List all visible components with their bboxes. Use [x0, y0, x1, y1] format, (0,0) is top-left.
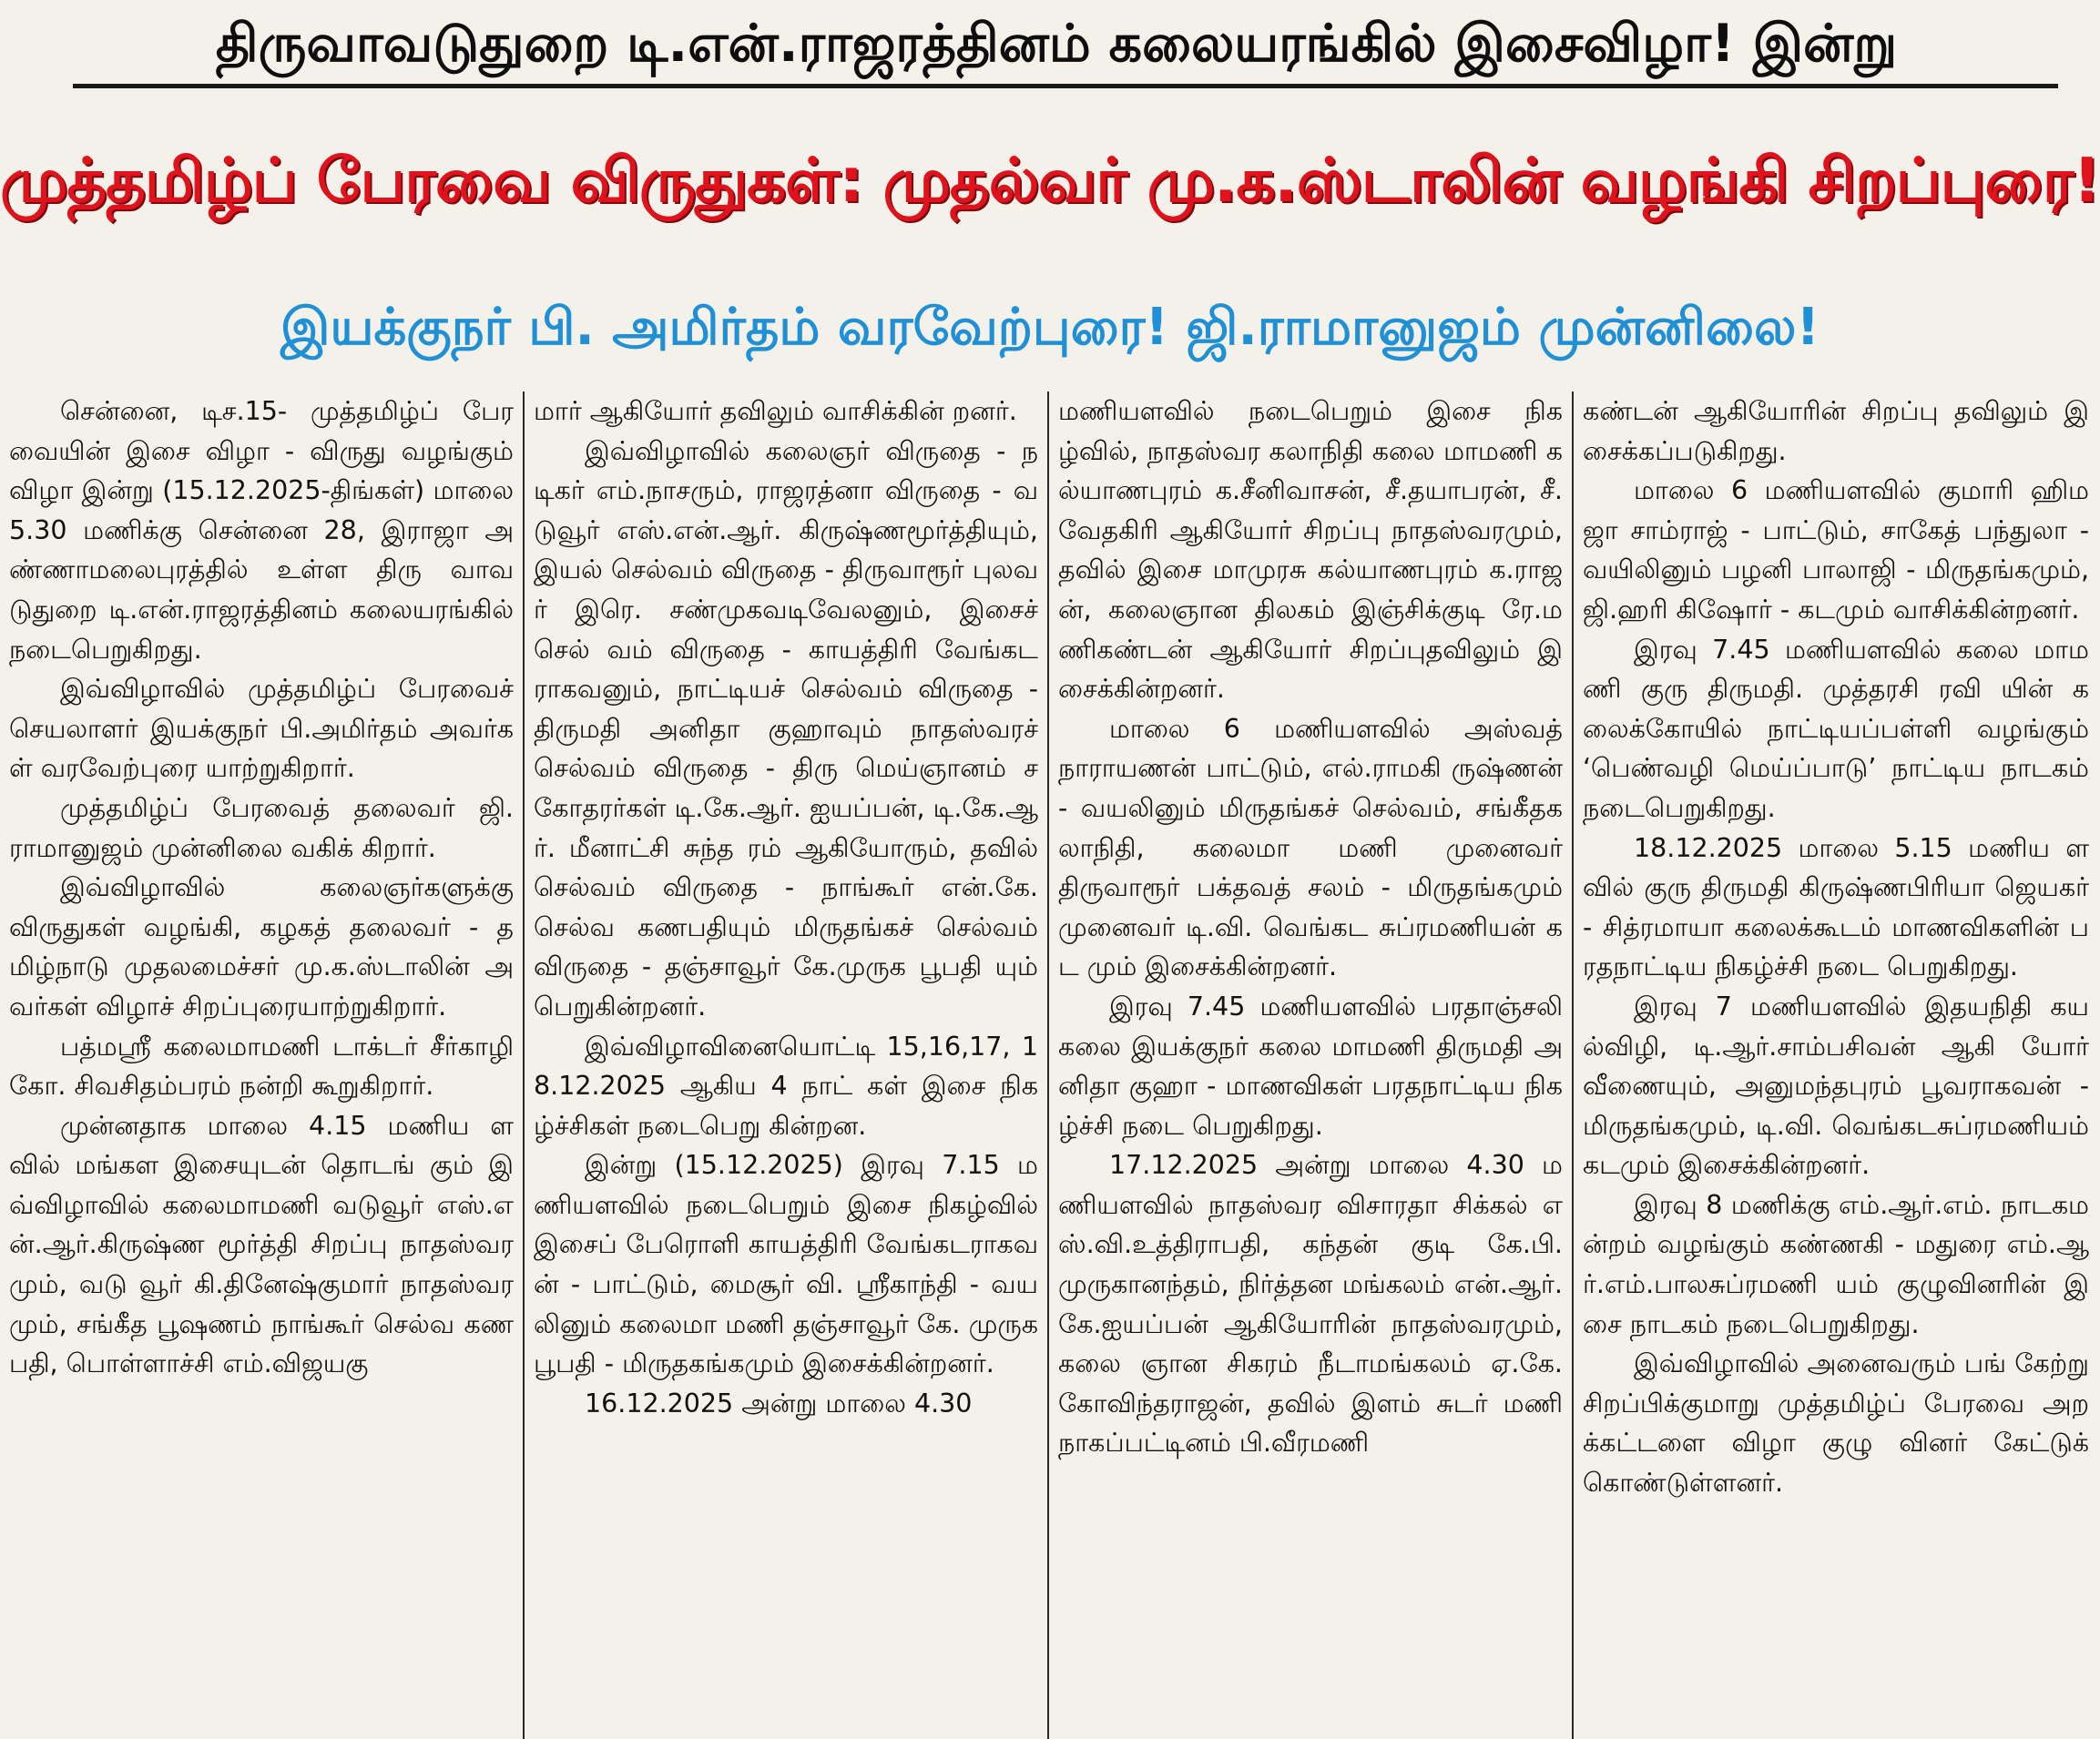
article-paragraph: கண்டன் ஆகியோரின் சிறப்பு தவிலும் இசைக்கப்படுகிறது. [1583, 396, 2089, 466]
article-paragraph: 16.12.2025 அன்று மாலை 4.30 [585, 1388, 973, 1419]
article-paragraph: மாலை 6 மணியளவில் அஸ்வத் நாராயணன் பாட்டும், எல்.ராமகி ருஷ்ணன் - வயலினும் மிருதங்கச் செல்வம், சங்கீதகலாநிதி, கலைமா மணி முனைவர் திருவாரூர் பக்தவத் சலம் - மிருதங்கமும் முனைவர் டி.வி. வெங்கட சுப்ரமணியன் கட மும் இசைக்கின்றனர். [1058, 713, 1563, 982]
kicker-underline [73, 84, 2058, 88]
sub-headline: இயக்குநர் பி. அமிர்தம் வரவேற்புரை! ஜி.ராமானுஜம் முன்னிலை! [280, 298, 1820, 357]
article-paragraph: இரவு 8 மணிக்கு எம்.ஆர்.எம். நாடகமன்றம் வழங்கும் கண்ணகி - மதுரை எம்.ஆர்.எம்.பாலசுப்ரமணி யம் குழுவினரின் இசை நாடகம் நடைபெறுகிறது. [1583, 1189, 2089, 1339]
article-column-1 [0, 392, 525, 1739]
article-paragraph: முன்னதாக மாலை 4.15 மணிய ளவில் மங்கள இசையுடன் தொடங் கும் இவ்விழாவில் கலைமாமணி வடுவூர் எஸ்.என்.ஆர்.கிருஷ்ண மூர்த்தி சிறப்பு நாதஸ்வரமும், வடு வூர் கி.தினேஷ்குமார் நாதஸ்வரமும், சங்கீத பூஷணம் நாங்கூர் செல்வ கணபதி, பொள்ளாச்சி எம்.விஜயகு [9, 1110, 514, 1379]
article-paragraph: இவ்விழாவில் அனைவரும் பங் கேற்று சிறப்பிக்குமாறு முத்தமிழ்ப் பேரவை அறக்கட்டளை விழா குழு வினர் கேட்டுக் கொண்டுள்ளனர். [1583, 1348, 2089, 1499]
article-paragraph: இவ்விழாவினையொட்டி 15,16,17, 18.12.2025 ஆகிய 4 நாட் கள் இசை நிகழ்ச்சிகள் நடைபெறு கின்றன. [534, 1031, 1038, 1141]
article-paragraph: பத்மஸ்ரீ கலைமாமணி டாக்டர் சீர்காழி கோ. சிவசிதம்பரம் நன்றி கூறுகிறார். [9, 1031, 514, 1102]
article-paragraph: 18.12.2025 மாலை 5.15 மணிய ளவில் குரு திருமதி கிருஷ்ணபிரியா ஜெயகர் - சித்ரமாயா கலைக்கூடம் மாணவிகளின் பரதநாட்டிய நிகழ்ச்சி நடை பெறுகிறது. [1583, 832, 2089, 982]
article-paragraph: இவ்விழாவில் கலைஞர் விருதை - நடிகர் எம்.நாசரும், ராஜரத்னா விருதை - வடுவூர் எஸ்.என்.ஆர். கிருஷ்ணமூர்த்தியும், இயல் செல்வம் விருதை - திருவாரூர் புலவர் இரெ. சண்முகவடிவேலனும், இசைச் செல் வம் விருதை - காயத்திரி வேங்கட ராகவனும், நாட்டியச் செல்வம் விருதை - திருமதி அனிதா குஹாவும் நாதஸ்வரச் செல்வம் விருதை - திரு மெய்ஞானம் சகோதரர்கள் டி.கே.ஆர். ஐயப்பன், டி.கே.ஆர். மீனாட்சி சுந்த ரம் ஆகியோரும், தவில் செல்வம் விருதை - நாங்கூர் என்.கே. செல்வ கணபதியும் மிருதங்கச் செல்வம் விருதை - தஞ்சாவூர் கே.முருக பூபதி யும் பெறுகின்றனர். [534, 435, 1038, 1022]
article-body [0, 392, 2100, 1739]
article-paragraph: சென்னை, டிச.15- முத்தமிழ்ப் பேரவையின் இசை விழா - விருது வழங்கும் விழா இன்று (15.12.2025-திங்கள்) மாலை 5.30 மணிக்கு சென்னை 28, இராஜா அண்ணாமலைபுரத்தில் உள்ள திரு வாவடுதுறை டி.என்.ராஜரத்தினம் கலையரங்கில் நடைபெறுகிறது. [9, 396, 514, 665]
article-column-2 [525, 392, 1049, 1739]
article-paragraph: மார் ஆகியோர் தவிலும் வாசிக்கின் றனர். [534, 396, 1017, 426]
article-column-4 [1574, 392, 2098, 1739]
article-column-3 [1049, 392, 1574, 1739]
article-paragraph: 17.12.2025 அன்று மாலை 4.30 மணியளவில் நாதஸ்வர விசாரதா சிக்கல் எஸ்.வி.உத்திராபதி, கந்தன் குடி கே.பி. முருகானந்தம், நிர்த்தன மங்கலம் என்.ஆர்.கே.ஐயப்பன் ஆகியோரின் நாதஸ்வரமும், கலை ஞான சிகரம் நீடாமங்கலம் ஏ.கே. கோவிந்தராஜன், தவில் இளம் சுடர் மணி நாகப்பட்டினம் பி.வீரமணி [1058, 1150, 1563, 1459]
article-paragraph: மாலை 6 மணியளவில் குமாரி ஹிமஜா சாம்ராஜ் - பாட்டும், சாகேத் பந்துலா - வயிலினும் பழனி பாலாஜி - மிருதங்கமும், ஜி.ஹரி கிஷோர் - கடமும் வாசிக்கின்றனர். [1583, 475, 2089, 625]
kicker-headline: திருவாவடுதுறை டி.என்.ராஜரத்தினம் கலையரங்கில் இசைவிழா! இன்று [215, 14, 1898, 74]
article-paragraph: இரவு 7.45 மணியளவில் பரதாஞ்சலி கலை இயக்குநர் கலை மாமணி திருமதி அனிதா குஹா - மாணவிகள் பரதநாட்டிய நிகழ்ச்சி நடை பெறுகிறது. [1058, 991, 1563, 1141]
article-paragraph: இரவு 7.45 மணியளவில் கலை மாமணி குரு திருமதி. முத்தரசி ரவி யின் கலைக்கோயில் நாட்டியப்பள்ளி வழங்கும் ‘பெண்வழி மெய்ப்பாடு’ நாட்டிய நாடகம் நடைபெறுகிறது. [1583, 634, 2089, 823]
article-paragraph: இன்று (15.12.2025) இரவு 7.15 மணியளவில் நடைபெறும் இசை நிகழ்வில் இசைப் பேரொளி காயத்திரி வேங்கடராகவன் - பாட்டும், மைசூர் வி. ஸ்ரீகாந்தி - வயலினும் கலைமா மணி தஞ்சாவூர் கே. முருகபூபதி - மிருதகங்கமும் இசைக்கின்றனர். [534, 1150, 1038, 1379]
article-paragraph: முத்தமிழ்ப் பேரவைத் தலைவர் ஜி.ராமானுஜம் முன்னிலை வகிக் கிறார். [9, 792, 514, 863]
article-paragraph: இரவு 7 மணியளவில் இதயநிதி கயல்விழி, டி.ஆர்.சாம்பசிவன் ஆகி யோர் வீணையும், அனுமந்தபுரம் பூவராகவன் - மிருதங்கமும், டி.வி. வெங்கடசுப்ரமணியம் கடமும் இசைக்கின்றனர். [1583, 991, 2089, 1181]
article-paragraph: இவ்விழாவில் கலைஞர்களுக்கு விருதுகள் வழங்கி, கழகத் தலைவர் - தமிழ்நாடு முதலமைச்சர் மு.க.ஸ்டாலின் அவர்கள் விழாச் சிறப்புரையாற்றுகிறார். [9, 872, 514, 1022]
main-headline: முத்தமிழ்ப் பேரவை விருதுகள்: முதல்வர் மு.க.ஸ்டாலின் வழங்கி சிறப்புரை! [0, 145, 2100, 216]
article-paragraph: இவ்விழாவில் முத்தமிழ்ப் பேரவைச் செயலாளர் இயக்குநர் பி.அமிர்தம் அவர்கள் வரவேற்புரை யாற்றுகிறார். [9, 674, 514, 784]
article-paragraph: மணியளவில் நடைபெறும் இசை நிகழ்வில், நாதஸ்வர கலாநிதி கலை மாமணி கல்யாணபுரம் க.சீனிவாசன், சீ.தயாபரன், சீ.வேதகிரி ஆகியோர் சிறப்பு நாதஸ்வரமும், தவில் இசை மாமுரசு கல்யாணபுரம் க.ராஜன், கலைஞான திலகம் இஞ்சிக்குடி ரே.மணிகண்டன் ஆகியோர் சிறப்புதவிலும் இசைக்கின்றனர். [1058, 396, 1563, 705]
